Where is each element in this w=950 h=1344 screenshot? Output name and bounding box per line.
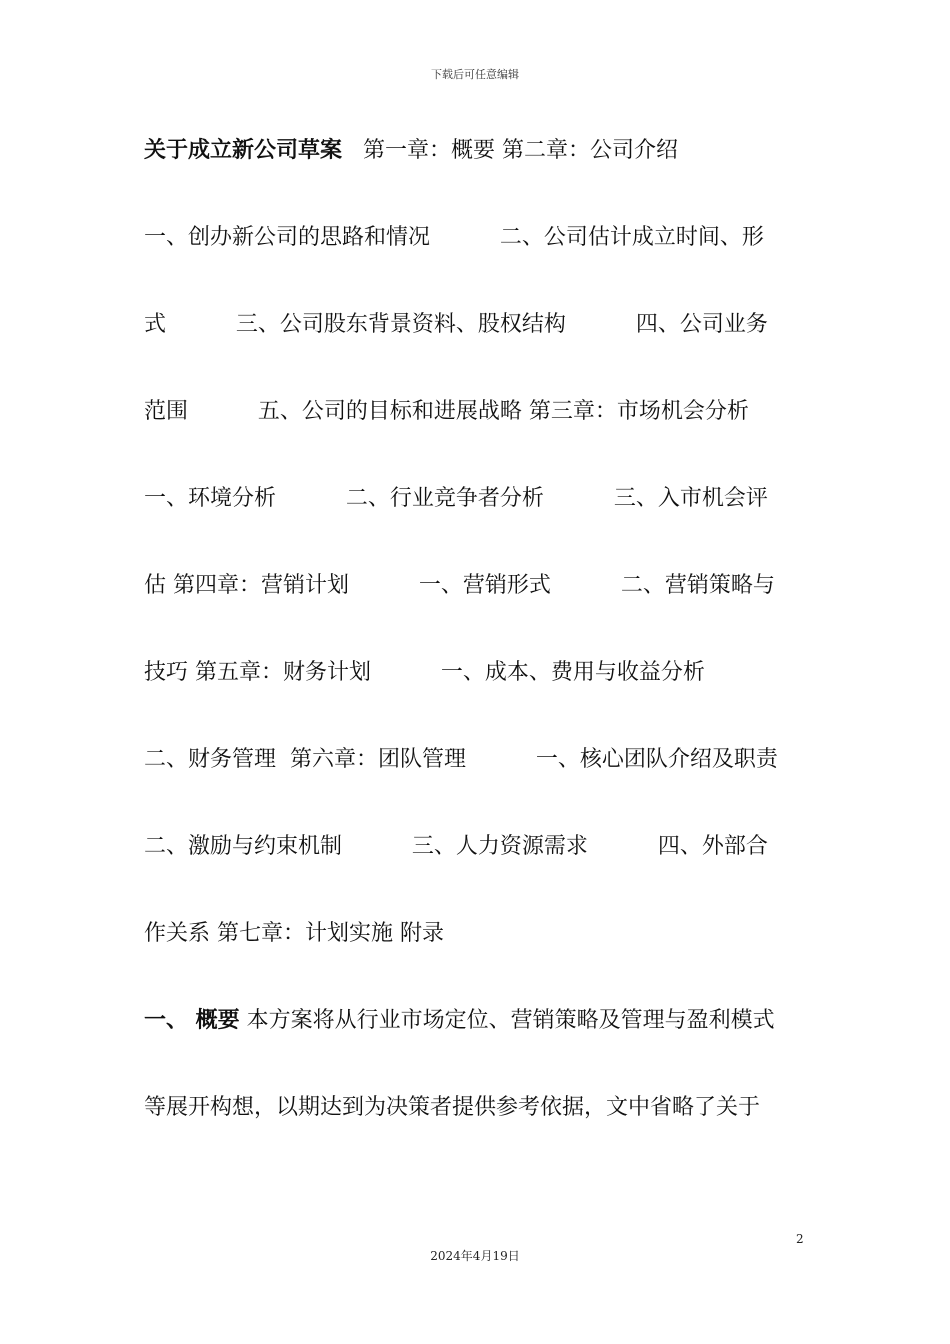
title-line: [144, 130, 814, 217]
toc-line: 估 第四章：营销计划 一、营销形式 二、营销策略与: [144, 573, 775, 598]
summary-text: 本方案将从行业市场定位、营销策略及管理与盈利模式: [239, 1008, 775, 1033]
toc-line: 式 三、公司股东背景资料、股权结构 四、公司业务: [144, 312, 768, 337]
page-number: 2: [796, 1232, 804, 1246]
toc-line: 技巧 第五章：财务计划 一、成本、费用与收益分析: [144, 660, 705, 685]
summary-heading: 一、 概要: [144, 1008, 240, 1033]
toc-line: 一、创办新公司的思路和情况 二、公司估计成立时间、形: [144, 225, 764, 250]
document-title: 关于成立新公司草案: [144, 138, 343, 163]
summary-line: 等展开构想，以期达到为决策者提供参考依据，文中省略了关于: [144, 1095, 761, 1120]
toc-line: 一、环境分析 二、行业竞争者分析 三、入市机会评: [144, 486, 768, 511]
toc-line: 作关系 第七章：计划实施 附录: [144, 921, 444, 946]
toc-line: 二、财务管理 第六章：团队管理 一、核心团队介绍及职责: [144, 747, 778, 772]
footer-date: 2024年4月19日: [430, 1249, 520, 1263]
toc-line: 二、激励与约束机制 三、人力资源需求 四、外部合: [144, 834, 768, 859]
summary-line: [144, 1000, 814, 1087]
toc-line: 范围 五、公司的目标和进展战略 第三章：市场机会分析: [144, 399, 749, 424]
header-note: 下载后可任意编辑: [431, 68, 519, 81]
title-line-rest: 第一章：概要 第二章：公司介绍: [342, 138, 678, 163]
document-body: [144, 130, 814, 1174]
